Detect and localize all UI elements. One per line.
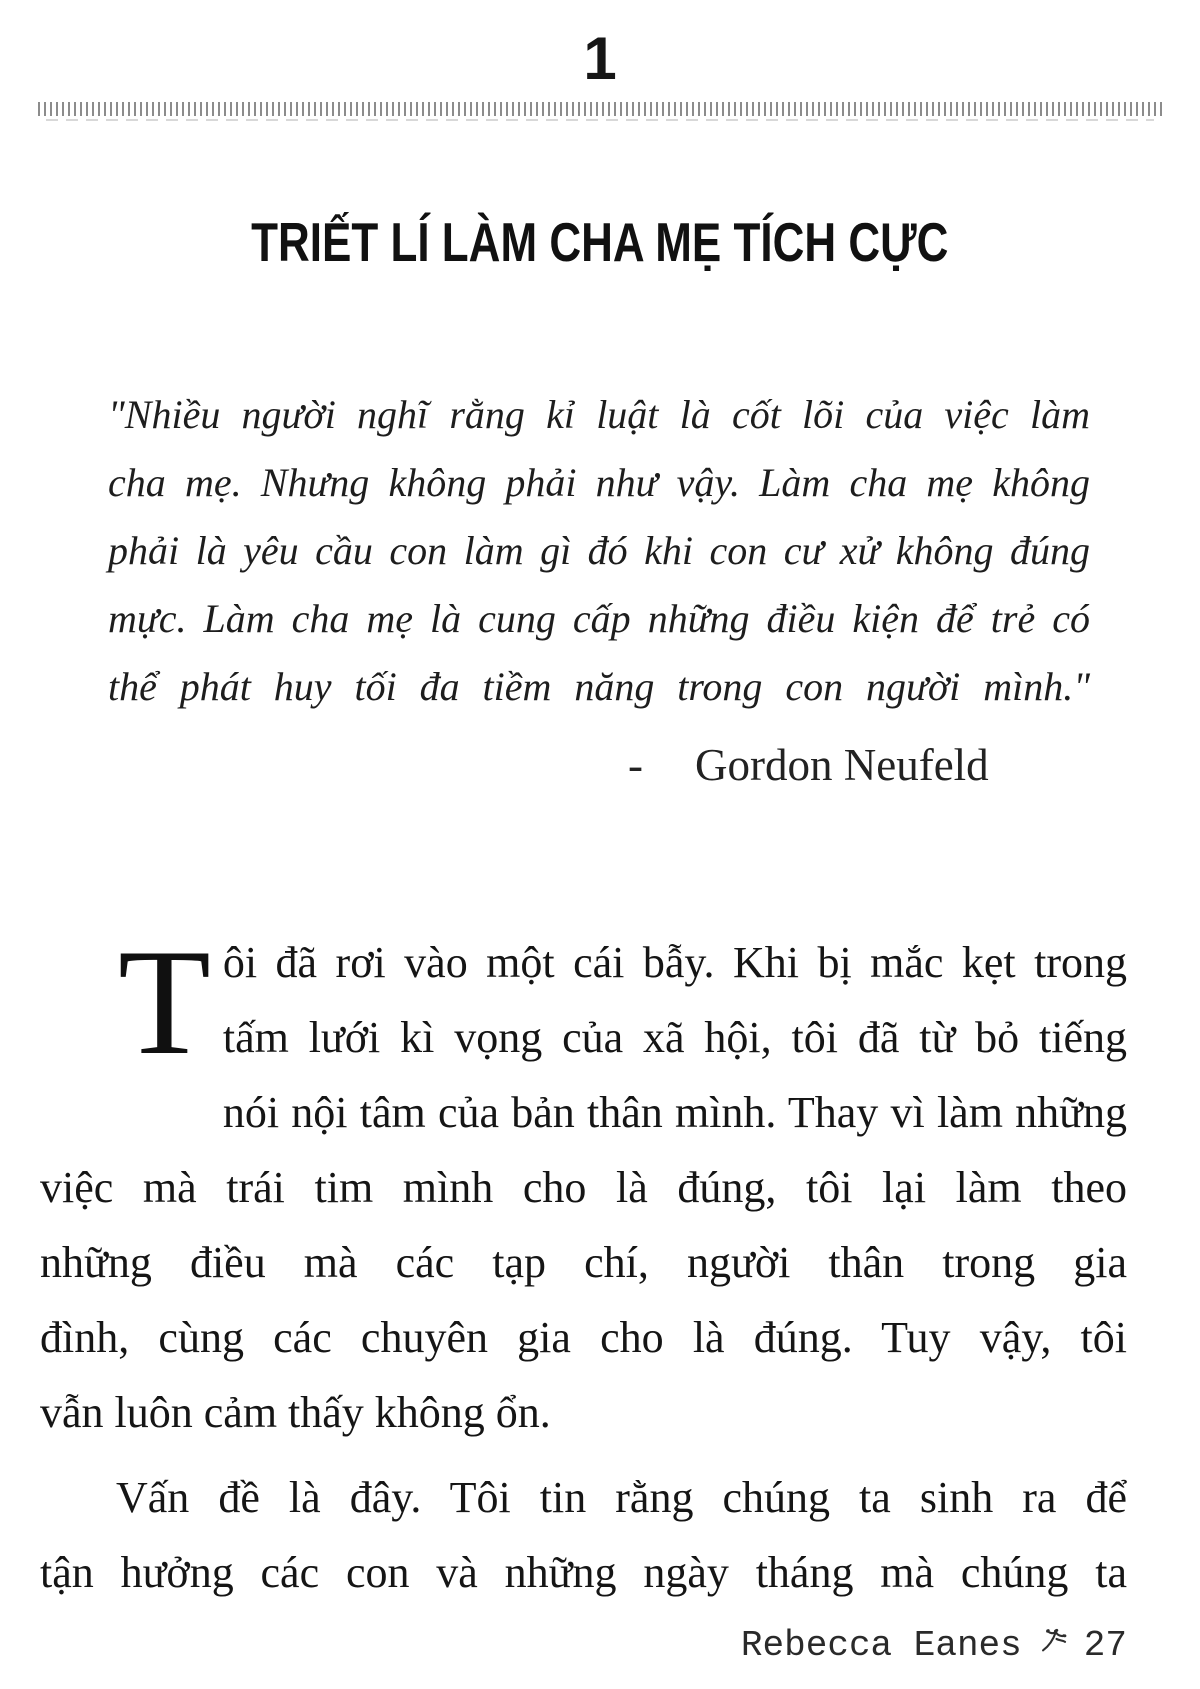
paragraph: [40, 1460, 1127, 1610]
epigraph-line: mực. Làm cha mẹ là cung cấp những điều kiện để trẻ có: [108, 596, 1090, 641]
body-line: ôi đã rơi vào một cái bẫy. Khi bị mắc kẹt trong: [222, 938, 1127, 987]
section-divider-rule: [38, 102, 1162, 116]
body-line: tấm lưới kì vọng của xã hội, tôi đã từ bỏ tiếng: [222, 1013, 1127, 1062]
paragraph: [40, 918, 1127, 1450]
section-divider-rule-faint: [46, 119, 1154, 121]
body-line: Vấn đề là đây. Tôi tin rằng chúng ta sinh ra để: [116, 1473, 1127, 1522]
body-text: [40, 918, 1127, 1610]
body-line: việc mà trái tim mình cho là đúng, tôi lại làm theo: [40, 1163, 1127, 1212]
epigraph-attribution: [0, 735, 1200, 795]
epigraph-line: cha mẹ. Nhưng không phải như vậy. Làm cha mẹ không: [108, 460, 1090, 505]
epigraph-line: thể phát huy tối đa tiềm năng trong con người mình.": [108, 664, 1090, 709]
body-line: nói nội tâm của bản thân mình. Thay vì làm những: [222, 1088, 1127, 1137]
page-footer: [0, 1622, 1200, 1670]
chapter-title: [0, 205, 1200, 279]
body-line: vẫn luôn cảm thấy không ổn.: [40, 1388, 551, 1437]
body-line: những điều mà các tạp chí, người thân trong gia: [40, 1238, 1127, 1287]
page-number: 27: [1083, 1625, 1127, 1666]
fleuron-icon: [1036, 1622, 1070, 1670]
attribution-dash: -: [628, 740, 643, 790]
body-line: đình, cùng các chuyên gia cho là đúng. Tuy vậy, tôi: [40, 1313, 1127, 1362]
epigraph-quote: [108, 381, 1090, 721]
footer-author: Rebecca Eanes: [740, 1625, 1022, 1666]
epigraph-line: phải là yêu cầu con làm gì đó khi con cư xử không đúng: [108, 528, 1090, 573]
body-line: tận hưởng các con và những ngày tháng mà chúng ta: [40, 1548, 1127, 1597]
chapter-title-text: TRIẾT LÍ LÀM CHA MẸ TÍCH CỰC: [251, 211, 949, 273]
attribution-name: Gordon Neufeld: [695, 740, 989, 790]
chapter-number: 1: [583, 25, 617, 92]
epigraph-line: "Nhiều người nghĩ rằng kỉ luật là cốt lõi của việc làm: [108, 392, 1090, 437]
dropcap-letter: T: [118, 918, 211, 1086]
